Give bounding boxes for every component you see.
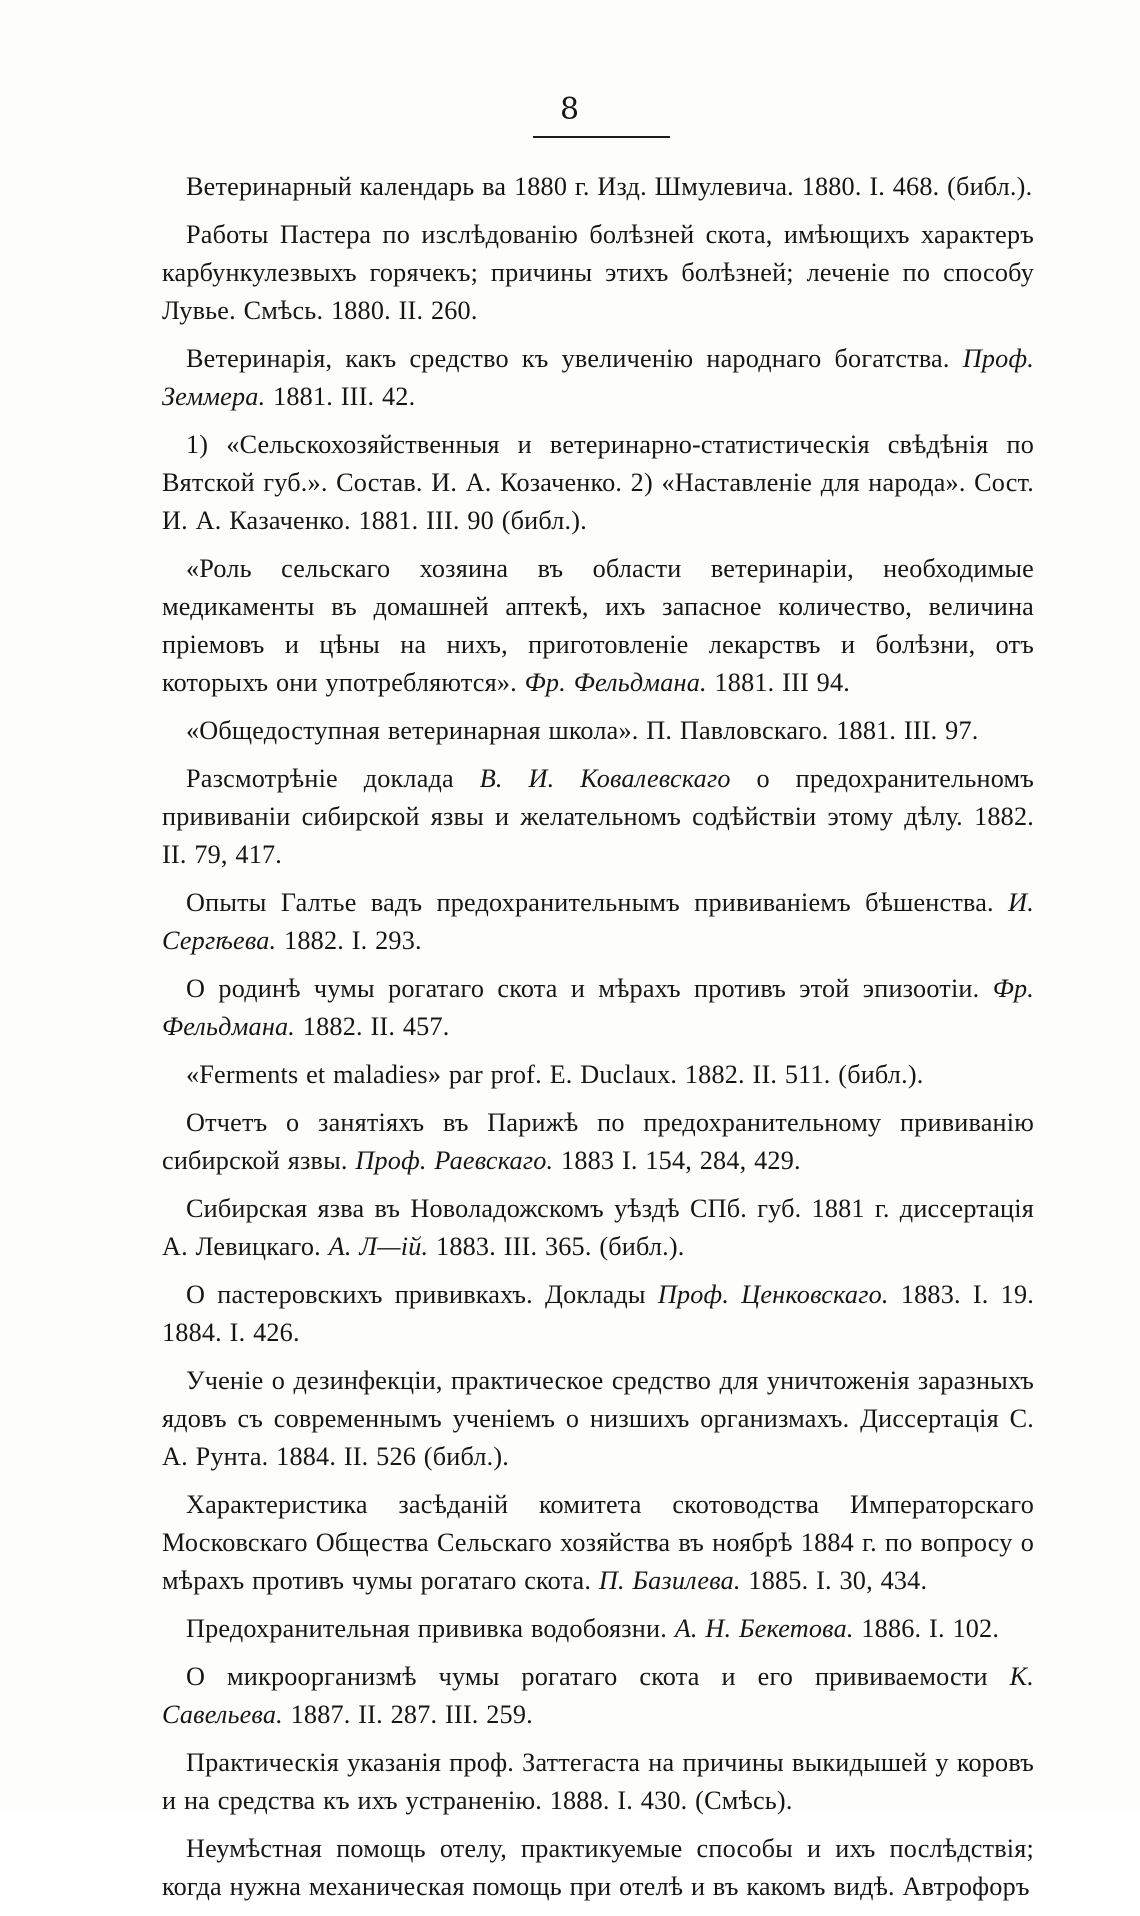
bibliography-entry [162, 1190, 1034, 1266]
entry-text: Неумѣстная помощь отелу, практикуемые способы и ихъ послѣдствія; когда нужна механическая помощь при отелѣ и въ какомъ видѣ. Автрофоръ [162, 1834, 1034, 1901]
entry-text: 1) «Сельскохозяйственныя и ветеринарно-статистическія свѣдѣнія по Вятской губ.». Состав. И. А. Козаченко. 2) «Наставленіе для народа». Сост. И. А. Казаченко. 1881. III. 90 (библ.). [162, 430, 1034, 535]
entry-text: 1887. II. 287. III. 259. [282, 1700, 533, 1729]
entry-text: Практическія указанія проф. Заттегаста на причины выкидышей у коровъ и на средства къ ихъ устраненію. 1888. I. 430. (Смѣсь). [162, 1748, 1034, 1815]
entry-text: О пастеровскихъ прививкахъ. Доклады [186, 1280, 658, 1309]
bibliography-entry [162, 1104, 1034, 1180]
entry-text: 1883. I. 19. 1884. I. 426. [162, 1280, 1034, 1347]
bibliography-entry [162, 340, 1034, 416]
bibliography-list [162, 168, 1034, 1916]
page-number: 8 [559, 92, 581, 127]
bibliography-entry [162, 1056, 1034, 1094]
entry-text: Ветеринарія, какъ средство къ увеличенію народнаго богатства. [186, 344, 963, 373]
bibliography-entry [162, 1658, 1034, 1734]
entry-author: Фр. Фельдмана. [162, 974, 1034, 1041]
entry-text: «Ferments et maladies» par prof. E. Duclaux. 1882. II. 511. (библ.). [186, 1060, 924, 1089]
entry-text: 1881. III. 42. [265, 382, 416, 411]
entry-text: Предохранительная прививка водобоязни. [186, 1614, 675, 1643]
entry-text: 1885. I. 30, 434. [740, 1566, 928, 1595]
entry-text: о предохранительномъ прививаніи сибирской язвы и желательномъ содѣйствіи этому дѣлу. 1882. II. 79, 417. [162, 764, 1035, 869]
entry-text: Отчетъ о занятіяхъ въ Парижѣ по предохранительному прививанію сибирской язвы. [162, 1108, 1034, 1175]
entry-text: Характеристика засѣданій комитета скотоводства Императорскаго Московскаго Общества Сельскаго хозяйства въ ноябрѣ 1884 г. по вопросу о мѣрахъ противъ чумы рогатаго скота. [162, 1490, 1034, 1595]
entry-text: 1882. II. 457. [295, 1012, 450, 1041]
entry-author: В. И. Ковалевскаго [479, 764, 731, 793]
entry-text: Работы Пастера по изслѣдованію болѣзней скота, имѣющихъ характеръ карбункулезвыхъ горячекъ; причины этихъ болѣзней; леченіе по способу Лувье. Смѣсь. 1880. II. 260. [162, 220, 1034, 325]
bibliography-entry [162, 168, 1034, 206]
entry-text: 1882. I. 293. [276, 926, 422, 955]
bibliography-entry [162, 970, 1034, 1046]
entry-text: Разсмотрѣніе доклада [186, 764, 480, 793]
bibliography-entry [162, 1486, 1034, 1600]
bibliography-entry [162, 1830, 1034, 1906]
header-rule [533, 136, 670, 138]
bibliography-entry [162, 216, 1034, 330]
entry-text: Опыты Галтье вадъ предохранительнымъ прививаніемъ бѣшенства. [186, 888, 1009, 917]
entry-text: О микроорганизмѣ чумы рогатаго скота и его прививаемости [186, 1662, 1010, 1691]
bibliography-entry [162, 760, 1034, 874]
entry-author: П. Базилева. [598, 1566, 741, 1595]
entry-author: К. Савельева. [162, 1662, 1034, 1729]
entry-author: Проф. Земмера. [162, 344, 1034, 411]
entry-text: Ветеринарный календарь ва 1880 г. Изд. Шмулевича. 1880. I. 468. (библ.). [186, 172, 1033, 201]
bibliography-entry [162, 550, 1034, 702]
entry-author: А. Н. Бекетова. [674, 1614, 854, 1643]
entry-text: Ученіе о дезинфекціи, практическое средство для уничтоженія заразныхъ ядовъ съ современнымъ ученіемъ о низшихъ организмахъ. Диссертація С. А. Рунта. 1884. II. 526 (библ.). [162, 1366, 1034, 1471]
entry-text: 1886. I. 102. [853, 1614, 1000, 1643]
entry-text: «Роль сельскаго хозяина въ области ветеринаріи, необходимые медикаменты въ домашней аптекѣ, ихъ запасное количество, величина пріемовъ и цѣны на нихъ, приготовленіе лекарствъ и болѣзни, отъ которыхъ они употребляются». [162, 554, 1034, 697]
entry-author: Проф. Ценковскаго. [657, 1280, 889, 1309]
entry-author: Проф. Раевскаго. [355, 1146, 554, 1175]
entry-text: 1881. III 94. [706, 668, 851, 697]
bibliography-entry [162, 1610, 1034, 1648]
entry-text: 1883 I. 154, 284, 429. [553, 1146, 801, 1175]
entry-text: 1883. III. 365. (библ.). [428, 1232, 685, 1261]
bibliography-entry [162, 712, 1034, 750]
bibliography-entry [162, 1362, 1034, 1476]
bibliography-entry [162, 1744, 1034, 1820]
entry-author: А. Л—ій. [328, 1232, 429, 1261]
entry-text: Сибирская язва въ Новоладожскомъ уѣздѣ СПб. губ. 1881 г. диссертація А. Левицкаго. [162, 1194, 1034, 1261]
entry-text: О родинѣ чумы рогатаго скота и мѣрахъ противъ этой эпизоотіи. [186, 974, 993, 1003]
entry-author: Фр. Фельдмана. [524, 668, 707, 697]
entry-text: «Общедоступная ветеринарная школа». П. Павловскаго. 1881. III. 97. [186, 716, 979, 745]
bibliography-entry [162, 1276, 1034, 1352]
bibliography-entry [162, 884, 1034, 960]
bibliography-entry [162, 426, 1034, 540]
entry-author: И. Сергѣева. [162, 888, 1034, 955]
